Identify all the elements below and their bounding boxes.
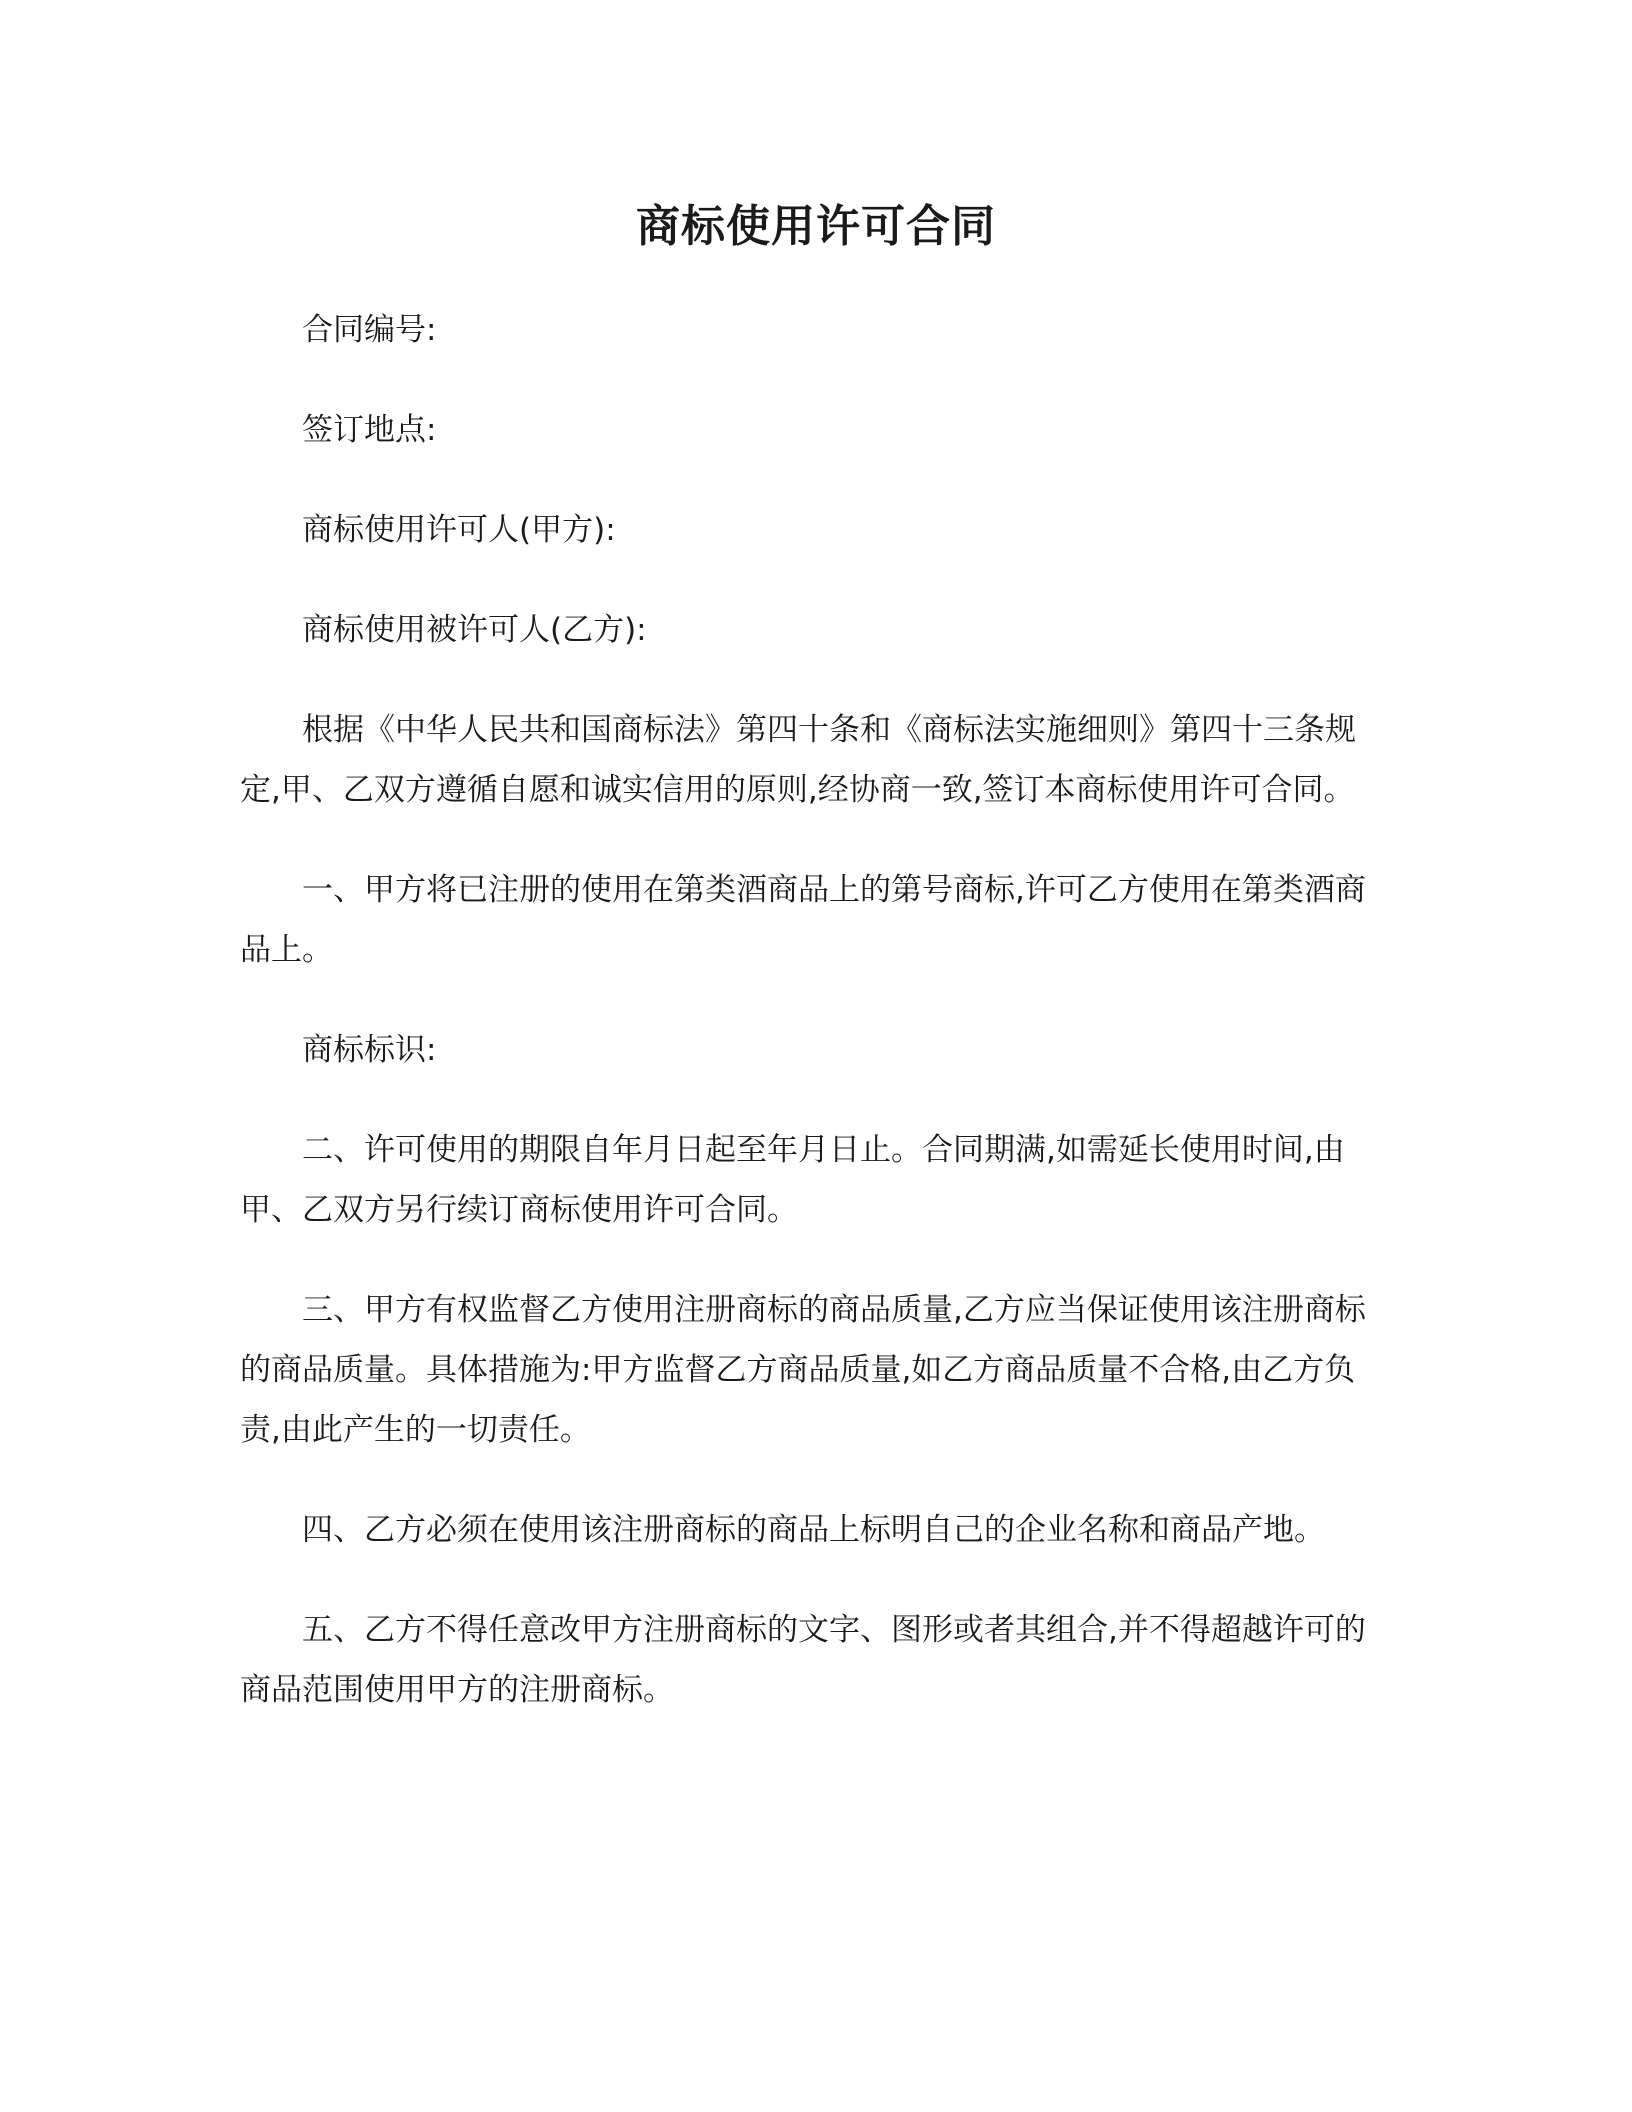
clause-5-paragraph: 五、乙方不得任意改甲方注册商标的文字、图形或者其组合,并不得超越许可的商品范围使用甲方的注册商标。 xyxy=(240,1612,1366,1708)
licensee-field: 商标使用被许可人(乙方): xyxy=(302,612,647,648)
document-body xyxy=(240,300,1390,1760)
preamble-paragraph: 根据《中华人民共和国商标法》第四十条和《商标法实施细则》第四十三条规定,甲、乙双方遵循自愿和诚实信用的原则,经协商一致,签订本商标使用许可合同。 xyxy=(240,712,1356,808)
clause-2-paragraph: 二、许可使用的期限自年月日起至年月日止。合同期满,如需延长使用时间,由甲、乙双方另行续订商标使用许可合同。 xyxy=(240,1132,1345,1228)
clause-3-paragraph: 三、甲方有权监督乙方使用注册商标的商品质量,乙方应当保证使用该注册商标的商品质量。具体措施为:甲方监督乙方商品质量,如乙方商品质量不合格,由乙方负责,由此产生的一切责任。 xyxy=(240,1292,1366,1448)
document-title: 商标使用许可合同 xyxy=(636,201,996,252)
clause-4-paragraph: 四、乙方必须在使用该注册商标的商品上标明自己的企业名称和商品产地。 xyxy=(302,1512,1325,1548)
signing-place-field: 签订地点: xyxy=(302,412,437,448)
clause-1-paragraph: 一、甲方将已注册的使用在第类酒商品上的第号商标,许可乙方使用在第类酒商品上。 xyxy=(240,872,1366,968)
contract-number-field: 合同编号: xyxy=(302,312,437,348)
trademark-mark-field: 商标标识: xyxy=(302,1032,437,1068)
licensor-field: 商标使用许可人(甲方): xyxy=(302,512,616,548)
